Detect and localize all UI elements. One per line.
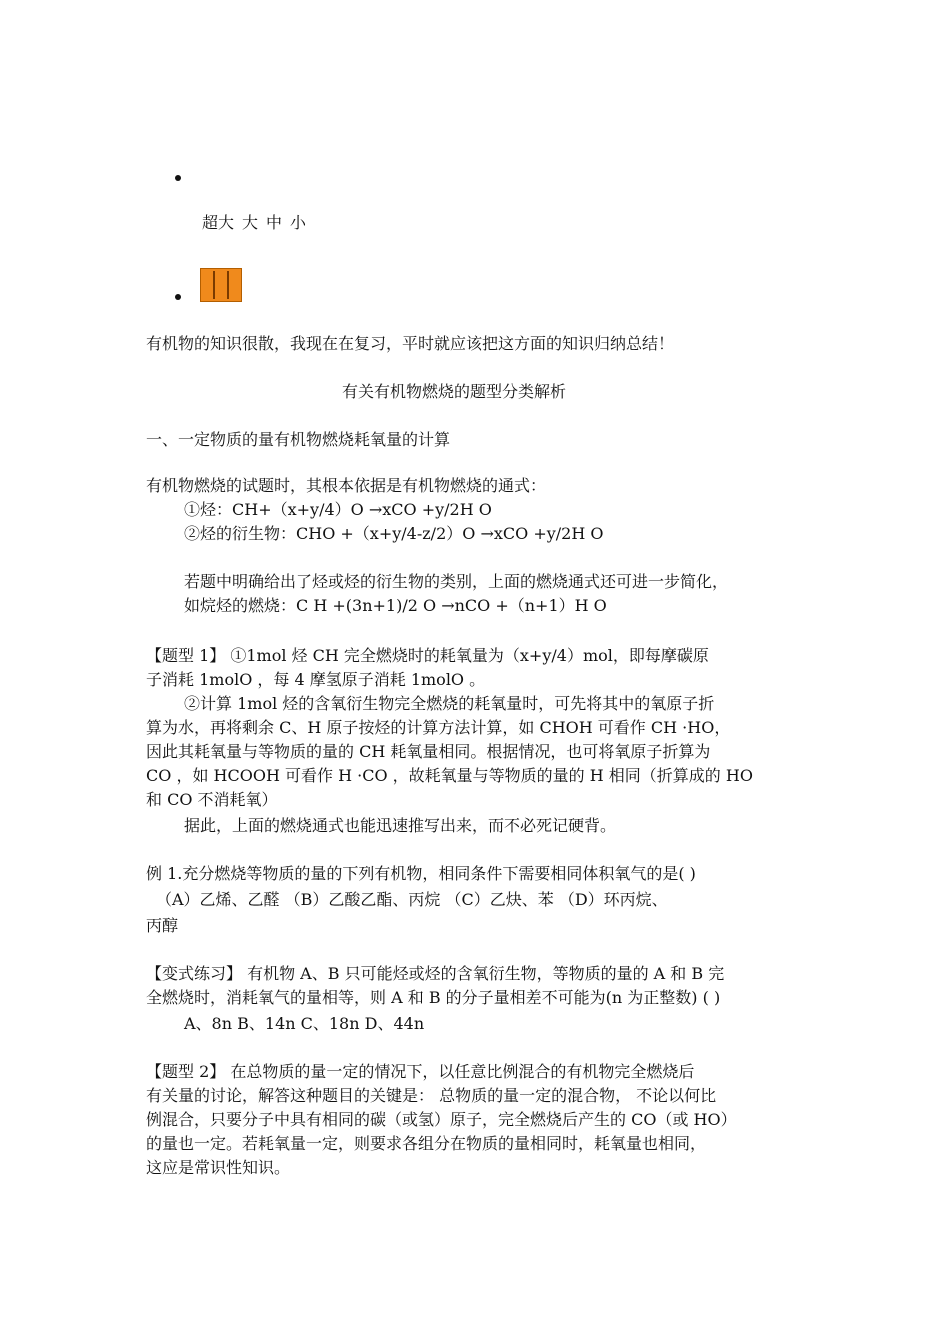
font-size-xlarge[interactable]: 超大: [202, 213, 235, 232]
body-line: ①烃：CH+（x+y/4）O →xCO +y/2H O: [184, 500, 492, 519]
body-line: 【题型 2】 在总物质的量一定的情况下，以任意比例混合的有机物完全燃烧后: [146, 1062, 695, 1081]
body-line: 的量也一定。若耗氧量一定，则要求各组分在物质的量相同时，耗氧量也相同，: [146, 1134, 707, 1153]
body-line: 若题中明确给出了烃或烃的衍生物的类别，上面的燃烧通式还可进一步简化，: [184, 572, 729, 591]
body-line: 丙醇: [146, 916, 179, 935]
toolbar-book-icon[interactable]: [200, 268, 242, 302]
body-line: 因此其耗氧量与等物质的量的 CH 耗氧量相同。根据情况，也可将氧原子折算为: [146, 742, 711, 761]
intro-text: 有机物的知识很散，我现在在复习，平时就应该把这方面的知识归纳总结！: [146, 334, 675, 353]
body-line: 【题型 1】 ①1mol 烃 CH 完全燃烧时的耗氧量为（x+y/4）mol，即每摩碳原: [146, 646, 709, 665]
body-line: 据此，上面的燃烧通式也能迅速推写出来，而不必死记硬背。: [184, 816, 617, 835]
body-line: 这应是常识性知识。: [146, 1158, 291, 1177]
body-line: 如烷烃的燃烧：C H +(3n+1)/2 O →nCO +（n+1）H O: [184, 596, 607, 615]
font-size-large[interactable]: 大: [242, 213, 259, 232]
font-size-medium[interactable]: 中: [266, 213, 283, 232]
font-size-small[interactable]: 小: [290, 213, 307, 232]
body-line: 子消耗 1molO ，每 4 摩氢原子消耗 1molO 。: [146, 670, 486, 689]
font-size-selector: [202, 210, 314, 233]
body-line: 和 CO 不消耗氧）: [146, 790, 278, 809]
body-line: ②烃的衍生物：CHO +（x+y/4-z/2）O →xCO +y/2H O: [184, 524, 604, 543]
body-line: 有关量的讨论，解答这种题目的关键是： 总物质的量一定的混合物， 不论以何比: [146, 1086, 717, 1105]
list-bullet: [175, 294, 181, 300]
body-line: ②计算 1mol 烃的含氧衍生物完全燃烧的耗氧量时，可先将其中的氧原子折: [184, 694, 715, 713]
body-line: 【变式练习】 有机物 A、B 只可能烃或烃的含氧衍生物，等物质的量的 A 和 B 完: [146, 964, 725, 983]
body-line: CO ，如 HCOOH 可看作 H ·CO ，故耗氧量与等物质的量的 H 相同（折算成的 HO: [146, 766, 753, 785]
body-line: A、8n B、14n C、18n D、44n: [184, 1014, 425, 1033]
body-line: 全燃烧时，消耗氧气的量相等，则 A 和 B 的分子量相差不可能为(n 为正整数) ( ): [146, 988, 721, 1007]
body-line: 例混合，只要分子中具有相同的碳（或氢）原子，完全燃烧后产生的 CO（或 HO）: [146, 1110, 737, 1129]
body-line: （A）乙烯、乙醛 （B）乙酸乙酯、丙烷 （C）乙炔、苯 （D）环丙烷、: [156, 890, 668, 909]
body-line: 有机物燃烧的试题时，其根本依据是有机物燃烧的通式：: [146, 476, 547, 495]
section-heading: 一、一定物质的量有机物燃烧耗氧量的计算: [146, 430, 451, 449]
body-line: 例 1.充分燃烧等物质的量的下列有机物，相同条件下需要相同体积氧气的是( ): [146, 864, 696, 883]
page-title: 有关有机物燃烧的题型分类解析: [342, 382, 567, 401]
list-bullet: [175, 175, 181, 181]
body-line: 算为水，再将剩余 C、H 原子按烃的计算方法计算，如 CHOH 可看作 CH ·HO，: [146, 718, 731, 737]
